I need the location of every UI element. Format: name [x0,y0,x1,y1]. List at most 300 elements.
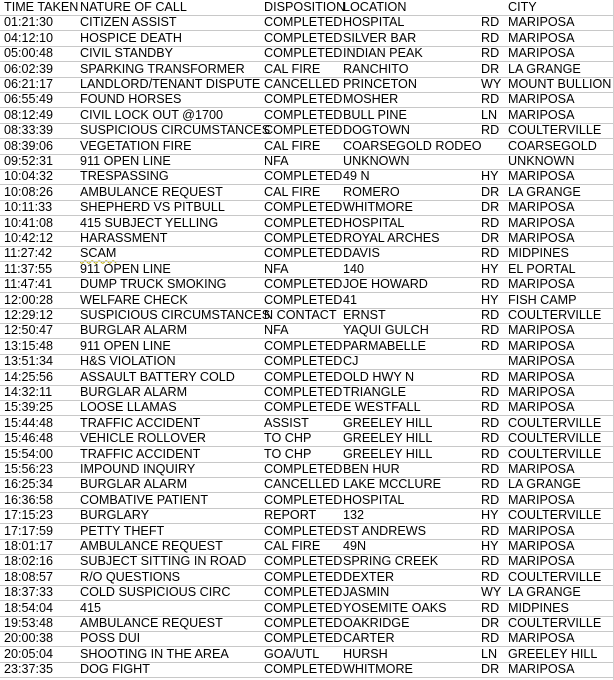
cell-nature-of-call: DOG FIGHT [80,662,150,677]
cell-time: 14:32:11 [4,385,53,399]
cell-city: MARIPOSA [508,107,575,122]
cell-location: ERNST [343,308,386,322]
cell-street-suffix: HY [481,539,499,553]
cell-disposition: CAL FIRE [264,138,321,153]
row-divider [0,92,614,93]
cell-disposition: COMPLETED [264,616,343,630]
cell-disposition: COMPLETED [264,231,343,245]
cell-time: 17:17:59 [4,523,54,538]
header-time-taken: TIME TAKEN [4,0,79,14]
cell-street-suffix: DR [481,662,500,677]
row-divider [0,323,614,324]
cell-time: 12:00:28 [4,292,54,307]
row-divider [0,277,614,278]
cell-location: LAKE MCCLURE [343,477,441,492]
cell-nature-of-call: SUSPICIOUS CIRCUMSTANCES [80,123,271,138]
row-divider [0,400,614,401]
cell-city: MARIPOSA [508,92,575,107]
cell-street-suffix: LN [481,107,498,122]
cell-street-suffix: RD [481,523,500,538]
cell-disposition: CAL FIRE [264,61,321,76]
table-row [0,385,614,400]
cell-nature-of-call: CIVIL LOCK OUT @1700 [80,107,223,122]
table-row [0,477,614,492]
cell-nature-of-call: FOUND HORSES [80,92,182,107]
cell-disposition: COMPLETED [264,369,343,384]
cell-nature-of-call: VEHICLE ROLLOVER [80,431,206,446]
cell-nature-of-call: POSS DUI [80,631,141,646]
cell-location: HOSPITAL [343,492,405,507]
cell-nature-of-call: 911 OPEN LINE [80,261,171,276]
table-row [0,323,614,338]
cell-disposition: COMPLETED [264,554,343,569]
cell-city: MARIPOSA [508,277,575,292]
cell-location: BEN HUR [343,462,400,476]
cell-time: 16:36:58 [4,492,54,507]
cell-time: 06:21:17 [4,77,54,91]
cell-disposition: GOA/UTL [264,646,320,661]
row-divider [0,523,614,524]
cell-city: LA GRANGE [508,477,581,492]
cell-nature-of-call: 911 OPEN LINE [80,338,171,353]
cell-street-suffix: RD [481,631,500,646]
row-divider [0,215,614,216]
cell-location: ROYAL ARCHES [343,231,440,245]
cell-disposition: COMPLETED [264,277,343,292]
cell-nature-of-call: HARASSMENT [80,231,168,245]
cell-time: 05:00:48 [4,46,54,61]
cell-street-suffix: DR [481,616,500,630]
row-divider [0,123,614,124]
table-row [0,647,614,662]
cell-city: COARSEGOLD [508,138,597,153]
cell-nature-of-call: SPARKING TRANSFORMER [80,61,245,76]
cell-disposition: COMPLETED [264,662,343,677]
header-row [0,0,614,15]
row-divider [0,169,614,170]
table-row [0,662,614,677]
cell-nature-of-call: AMBULANCE REQUEST [80,539,223,553]
header-location: LOCATION [343,0,407,14]
cell-time: 13:51:34 [4,354,54,369]
cell-street-suffix: RD [481,385,500,399]
cell-street-suffix: HY [481,261,499,276]
cell-city: MARIPOSA [508,15,575,30]
cell-nature-of-call: R/O QUESTIONS [80,569,181,584]
cell-nature-of-call: LANDLORD/TENANT DISPUTE [80,77,261,91]
cell-location: SILVER BAR [343,30,417,45]
cell-city: EL PORTAL [508,261,576,276]
cell-nature-of-call: SCAM [80,246,117,261]
table-row [0,154,614,169]
cell-city: MARIPOSA [508,46,575,61]
cell-city: UNKNOWN [508,154,575,168]
cell-street-suffix: RD [481,600,500,615]
cell-time: 06:55:49 [4,92,54,107]
table-row [0,524,614,539]
cell-nature-of-call: VEGETATION FIRE [80,138,192,153]
table-row [0,601,614,616]
table-row [0,200,614,215]
table-row [0,15,614,30]
row-divider [0,677,614,678]
cell-disposition: COMPLETED [264,523,343,538]
row-divider [0,462,614,463]
cell-city: MARIPOSA [508,369,575,384]
table-row [0,216,614,231]
table-row [0,185,614,200]
cell-street-suffix: RD [481,431,500,446]
cell-city: MARIPOSA [508,385,575,399]
cell-city: MOUNT BULLION [508,77,612,91]
cell-time: 17:15:23 [4,508,54,523]
cell-city: MIDPINES [508,600,569,615]
cell-city: MARIPOSA [508,539,575,553]
cell-nature-of-call: TRAFFIC ACCIDENT [80,415,201,430]
table-row [0,277,614,292]
row-divider [0,631,614,632]
cell-location: BULL PINE [343,107,407,122]
cell-time: 08:39:06 [4,138,54,153]
cell-time: 15:44:48 [4,415,54,430]
cell-disposition: ASSIST [264,415,309,430]
cell-location: GREELEY HILL [343,446,433,461]
cell-location: HOSPITAL [343,15,405,30]
cell-street-suffix: WY [481,77,502,91]
cell-city: COULTERVILLE [508,308,602,322]
cell-street-suffix: RD [481,323,500,338]
row-divider [0,184,614,185]
cell-street-suffix: DR [481,61,500,76]
table-row [0,169,614,184]
cell-street-suffix: DR [481,184,500,199]
cell-nature-of-call: SHOOTING IN THE AREA [80,646,229,661]
cell-nature-of-call: TRESPASSING [80,169,169,184]
row-divider [0,585,614,586]
header-city: CITY [508,0,537,14]
cell-street-suffix: DR [481,200,500,215]
cell-nature-of-call: BURGLAR ALARM [80,477,188,492]
cell-street-suffix: RD [481,554,500,569]
cell-nature-of-call: BURGLAR ALARM [80,323,188,338]
table-row [0,447,614,462]
table-row [0,231,614,246]
cell-disposition: COMPLETED [264,569,343,584]
cell-disposition: COMPLETED [264,246,343,261]
cell-disposition: CANCELLED [264,77,340,91]
table-row [0,308,614,323]
cell-time: 08:33:39 [4,123,54,138]
cell-disposition: COMPLETED [264,354,343,369]
cell-time: 04:12:10 [4,30,54,45]
cell-location: JASMIN [343,585,390,600]
row-divider [0,246,614,247]
cell-street-suffix: RD [481,569,500,584]
cell-city: LA GRANGE [508,585,581,600]
cell-street-suffix: RD [481,400,500,415]
cell-location: ROMERO [343,184,400,199]
table-row [0,462,614,477]
cell-disposition: NFA [264,323,289,338]
table-row [0,631,614,646]
cell-disposition: COMPLETED [264,492,343,507]
cell-location: GREELEY HILL [343,415,433,430]
cell-nature-of-call: HOSPICE DEATH [80,30,182,45]
cell-time: 12:29:12 [4,308,54,322]
cell-disposition: COMPLETED [264,292,343,307]
cell-city: LA GRANGE [508,184,581,199]
cell-street-suffix: RD [481,492,500,507]
cell-city: COULTERVILLE [508,431,602,446]
row-divider [0,431,614,432]
cell-time: 18:02:16 [4,554,54,569]
table-row [0,493,614,508]
row-divider [0,616,614,617]
cell-time: 10:41:08 [4,215,54,230]
cell-time: 10:08:26 [4,184,54,199]
cell-street-suffix: HY [481,169,499,184]
table-row [0,370,614,385]
cell-street-suffix: RD [481,215,500,230]
table-row [0,616,614,631]
cell-disposition: TO CHP [264,431,312,446]
cell-disposition: COMPLETED [264,30,343,45]
cell-street-suffix: HY [481,292,499,307]
cell-city: MARIPOSA [508,323,575,338]
row-divider [0,46,614,47]
cell-nature-of-call: SHEPHERD VS PITBULL [80,200,225,215]
cell-time: 11:27:42 [4,246,53,261]
cell-nature-of-call: AMBULANCE REQUEST [80,184,223,199]
cell-time: 16:25:34 [4,477,54,492]
table-row [0,400,614,415]
table-row [0,246,614,261]
row-divider [0,508,614,509]
cell-nature-of-call: COMBATIVE PATIENT [80,492,209,507]
cell-time: 15:54:00 [4,446,54,461]
row-divider [0,539,614,540]
row-divider [0,477,614,478]
cell-location: 132 [343,508,365,523]
cell-nature-of-call: LOOSE LLAMAS [80,400,177,415]
cell-street-suffix: RD [481,123,500,138]
table-row [0,108,614,123]
cell-city: MARIPOSA [508,30,575,45]
cell-location: YOSEMITE OAKS [343,600,447,615]
cell-location: DEXTER [343,569,395,584]
table-row [0,123,614,138]
table-row [0,585,614,600]
table-row [0,92,614,107]
cell-nature-of-call: CIVIL STANDBY [80,46,174,61]
row-divider [0,308,614,309]
row-divider [0,231,614,232]
cell-street-suffix: RD [481,30,500,45]
cell-location: MOSHER [343,92,399,107]
cell-city: MARIPOSA [508,662,575,677]
cell-city: MARIPOSA [508,354,575,369]
cell-disposition: CAL FIRE [264,184,321,199]
cell-street-suffix: RD [481,92,500,107]
cell-location: RANCHITO [343,61,409,76]
cell-disposition: TO CHP [264,446,312,461]
cell-time: 18:37:33 [4,585,54,600]
cell-street-suffix: HY [481,508,499,523]
cell-disposition: COMPLETED [264,400,343,415]
cell-disposition: COMPLETED [264,585,343,600]
cell-city: COULTERVILLE [508,123,602,138]
cell-location: OLD HWY N [343,369,415,384]
table-row [0,508,614,523]
cell-city: MIDPINES [508,246,569,261]
cell-nature-of-call: BURGLARY [80,508,150,523]
cell-location: HOSPITAL [343,215,405,230]
cell-disposition: NFA [264,154,289,168]
cell-location: CJ [343,354,359,369]
cell-time: 20:00:38 [4,631,54,646]
cell-disposition: COMPLETED [264,169,343,184]
table-row [0,354,614,369]
cell-nature-of-call: BURGLAR ALARM [80,385,188,399]
cell-disposition: NFA [264,261,289,276]
cell-city: COULTERVILLE [508,415,602,430]
cell-disposition: COMPLETED [264,215,343,230]
cell-city: MARIPOSA [508,338,575,353]
cell-time: 11:47:41 [4,277,53,292]
table-row [0,416,614,431]
cell-city: MARIPOSA [508,215,575,230]
cell-city: COULTERVILLE [508,508,602,523]
cell-time: 11:37:55 [4,261,53,276]
cell-nature-of-call: AMBULANCE REQUEST [80,616,223,630]
cell-city: MARIPOSA [508,523,575,538]
cell-street-suffix: RD [481,308,500,322]
cell-city: MARIPOSA [508,462,575,476]
row-divider [0,569,614,570]
cell-time: 08:12:49 [4,107,54,122]
cell-location: WHITMORE [343,662,413,677]
table-row [0,339,614,354]
cell-nature-of-call: 415 SUBJECT YELLING [80,215,219,230]
cell-nature-of-call: H&S VIOLATION [80,354,176,369]
cell-time: 23:37:35 [4,662,54,677]
cell-disposition: N CONTACT [264,308,337,322]
cell-city: MARIPOSA [508,631,575,646]
cell-time: 14:25:56 [4,369,54,384]
cell-time: 01:21:30 [4,15,54,30]
cell-location: TRIANGLE [343,385,406,399]
cell-nature-of-call: COLD SUSPICIOUS CIRC [80,585,231,600]
row-divider [0,30,614,31]
row-divider [0,600,614,601]
cell-disposition: COMPLETED [264,462,343,476]
cell-location: INDIAN PEAK [343,46,423,61]
cell-location: ST ANDREWS [343,523,427,538]
cell-location: OAKRIDGE [343,616,410,630]
cell-city: MARIPOSA [508,492,575,507]
cell-location: WHITMORE [343,200,413,215]
cell-city: MARIPOSA [508,400,575,415]
cell-city: COULTERVILLE [508,569,602,584]
cell-street-suffix: RD [481,446,500,461]
cell-nature-of-call: TRAFFIC ACCIDENT [80,446,201,461]
cell-city: MARIPOSA [508,169,575,184]
table-row [0,62,614,77]
cell-city: MARIPOSA [508,231,575,245]
cell-location: DOGTOWN [343,123,410,138]
cell-street-suffix: RD [481,415,500,430]
cell-location: 140 [343,261,365,276]
cell-disposition: COMPLETED [264,631,343,646]
cell-disposition: COMPLETED [264,385,343,399]
cell-city: MARIPOSA [508,554,575,569]
header-disposition: DISPOSITION [264,0,346,14]
table-row [0,31,614,46]
row-divider [0,554,614,555]
cell-street-suffix: RD [481,15,500,30]
cell-street-suffix: RD [481,46,500,61]
cell-disposition: COMPLETED [264,600,343,615]
cell-nature-of-call: IMPOUND INQUIRY [80,462,196,476]
cell-city: MARIPOSA [508,200,575,215]
table-row [0,293,614,308]
table-row [0,570,614,585]
cell-time: 10:04:32 [4,169,54,184]
cell-city: GREELEY HILL [508,646,598,661]
row-divider [0,415,614,416]
cell-street-suffix: RD [481,369,500,384]
cell-time: 15:46:48 [4,431,54,446]
cell-disposition: COMPLETED [264,338,343,353]
cell-time: 13:15:48 [4,338,54,353]
cell-city: LA GRANGE [508,61,581,76]
cell-time: 09:52:31 [4,154,54,168]
cell-time: 06:02:39 [4,61,54,76]
cell-time: 10:11:33 [4,200,53,215]
row-divider [0,369,614,370]
cell-location: COARSEGOLD RODEO [343,138,482,153]
cell-street-suffix: RD [481,338,500,353]
row-divider [0,138,614,139]
row-divider [0,107,614,108]
row-divider [0,154,614,155]
cell-street-suffix: RD [481,462,500,476]
row-divider [0,338,614,339]
cell-nature-of-call: SUSPICIOUS CIRCUMSTANCES [80,308,271,322]
cell-street-suffix: WY [481,585,502,600]
row-divider [0,646,614,647]
cell-time: 10:42:12 [4,231,54,245]
row-divider [0,261,614,262]
cell-street-suffix: DR [481,231,500,245]
cell-time: 12:50:47 [4,323,54,338]
row-divider [0,446,614,447]
cell-disposition: REPORT [264,508,317,523]
cell-time: 18:08:57 [4,569,54,584]
cell-location: 49N [343,539,367,553]
row-divider [0,15,614,16]
cell-nature-of-call: DUMP TRUCK SMOKING [80,277,227,292]
cell-location: 49 N [343,169,370,184]
row-divider [0,492,614,493]
cell-nature-of-call: SUBJECT SITTING IN ROAD [80,554,247,569]
table-row [0,539,614,554]
cell-location: SPRING CREEK [343,554,439,569]
table-row [0,139,614,154]
cell-nature-of-call: WELFARE CHECK [80,292,188,307]
cell-time: 18:01:17 [4,539,54,553]
cell-street-suffix: RD [481,277,500,292]
